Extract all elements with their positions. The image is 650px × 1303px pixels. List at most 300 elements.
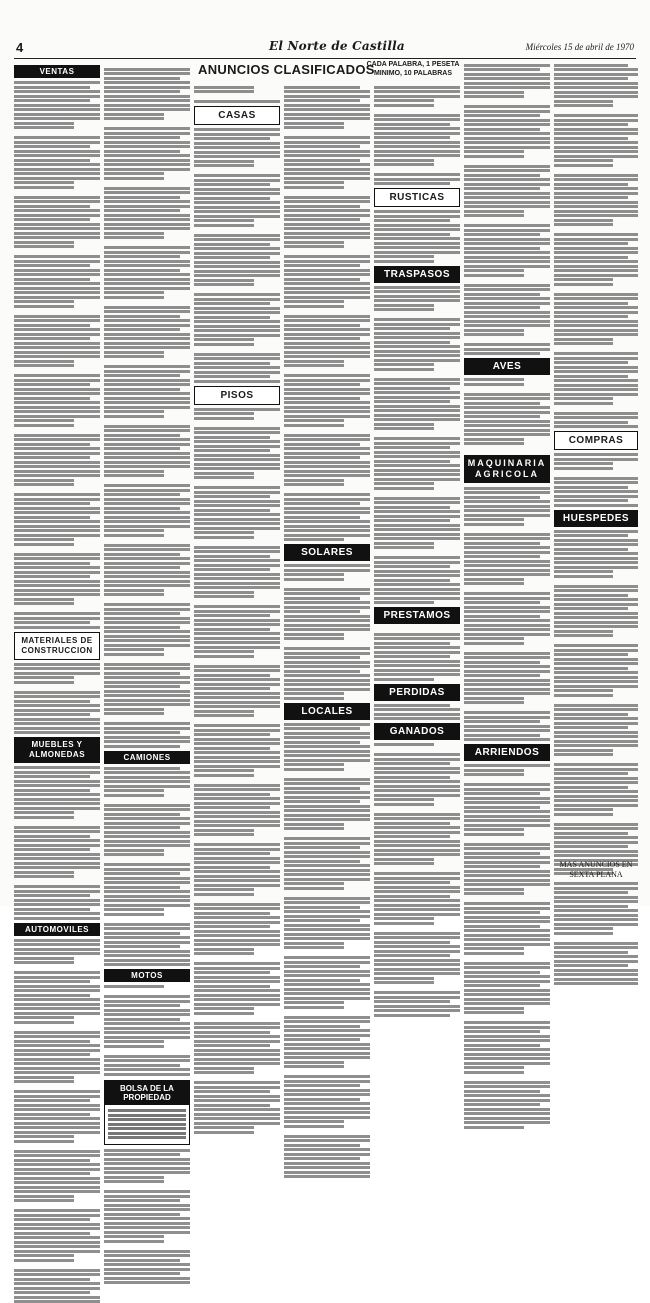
ad-text-line	[284, 108, 370, 111]
ad-text-line	[194, 802, 280, 805]
ad-text-line	[14, 957, 74, 960]
ad-text-line	[554, 150, 638, 153]
ad-text-line	[284, 300, 344, 303]
ad-text-line	[374, 372, 460, 376]
ad-text-line	[104, 1277, 190, 1280]
ad-text-line	[284, 452, 370, 455]
ad-text-line	[554, 585, 638, 588]
ad-text-line	[194, 696, 280, 699]
ad-text-line	[374, 748, 460, 752]
ad-text-line	[464, 788, 550, 791]
ad-text-line	[464, 888, 524, 891]
ad-text-line	[194, 555, 270, 558]
ad-text-line	[554, 781, 638, 784]
ad-text-line	[14, 844, 100, 847]
ad-text-line	[14, 557, 100, 560]
ad-text-line	[104, 507, 180, 510]
ad-text-line	[14, 474, 100, 477]
ad-text-line	[194, 540, 280, 544]
ad-text-line	[14, 589, 100, 592]
ad-text-line	[194, 417, 254, 420]
ads-block	[14, 81, 100, 629]
ad-text-line	[14, 830, 100, 833]
ad-text-line	[14, 1035, 100, 1038]
ad-text-line	[374, 570, 460, 573]
ad-text-line	[194, 192, 280, 195]
ad-text-line	[374, 780, 460, 783]
ad-text-line	[464, 320, 550, 323]
ad-text-line	[104, 236, 164, 239]
ad-text-line	[554, 534, 628, 537]
ad-text-line	[284, 383, 360, 386]
ad-text-line	[194, 866, 270, 869]
ad-text-line	[194, 454, 280, 457]
ad-text-line	[14, 218, 90, 221]
ad-text-line	[554, 375, 628, 378]
ad-text-line	[104, 1167, 190, 1170]
ad-text-line	[14, 250, 100, 254]
ad-text-line	[554, 845, 628, 848]
ad-text-line	[464, 284, 550, 287]
ad-text-line	[284, 99, 360, 102]
ad-text-line	[284, 864, 370, 867]
ads-block	[554, 453, 638, 507]
ad-text-line	[14, 401, 100, 404]
ad-text-line	[284, 434, 370, 437]
ad-text-line	[464, 569, 550, 572]
ad-text-line	[374, 904, 460, 907]
ad-text-line	[14, 154, 100, 157]
ad-text-line	[284, 154, 370, 157]
ad-text-line	[374, 210, 460, 213]
ad-text-line	[194, 279, 254, 282]
ad-text-line	[104, 767, 180, 770]
ad-text-line	[104, 1059, 190, 1062]
page-number: 4	[16, 40, 23, 55]
ad-text-line	[464, 865, 540, 868]
ad-text-line	[14, 766, 100, 769]
ad-text-line	[554, 717, 638, 720]
ads-block	[374, 210, 460, 263]
ad-text-line	[104, 351, 164, 354]
ad-text-line	[464, 778, 550, 782]
ad-text-line	[464, 883, 550, 886]
ad-text-line	[104, 397, 190, 400]
ad-text-line	[104, 1217, 190, 1220]
ad-text-line	[374, 789, 460, 792]
ad-text-line	[554, 233, 638, 236]
ad-text-line	[194, 637, 280, 640]
ad-text-line	[374, 182, 450, 185]
ad-text-line	[194, 1113, 280, 1116]
ad-text-line	[14, 1186, 100, 1189]
ad-text-line	[104, 218, 190, 221]
ad-text-line	[284, 787, 360, 790]
ad-text-line	[554, 251, 638, 254]
ad-text-line	[464, 533, 550, 536]
ad-text-line	[554, 612, 638, 615]
ad-text-line	[14, 727, 100, 730]
ad-text-line	[374, 418, 460, 421]
ad-text-line	[374, 651, 460, 654]
ad-text-line	[194, 522, 280, 525]
ad-text-line	[554, 740, 638, 743]
ad-text-line	[14, 1269, 100, 1272]
ad-text-line	[464, 920, 550, 923]
ad-text-line	[104, 264, 190, 267]
ad-text-line	[464, 183, 550, 186]
ad-text-line	[554, 104, 613, 107]
ad-text-line	[554, 735, 638, 738]
ad-text-line	[14, 493, 100, 496]
ad-text-line	[14, 196, 100, 199]
ad-text-line	[554, 909, 638, 912]
ad-text-line	[284, 656, 360, 659]
ad-text-line	[104, 461, 190, 464]
ad-text-line	[464, 810, 550, 813]
ad-text-line	[104, 544, 190, 547]
ad-text-line	[284, 1029, 370, 1032]
ad-text-line	[104, 727, 190, 730]
ad-text-line	[554, 969, 638, 972]
ad-text-line	[194, 1104, 270, 1107]
ad-text-line	[14, 1144, 100, 1148]
ad-text-line	[374, 446, 450, 449]
ad-text-line	[284, 1139, 370, 1142]
ads-block	[464, 487, 550, 742]
bolsa-text	[105, 1105, 189, 1144]
ad-text-line	[464, 424, 550, 427]
ad-text-line	[194, 729, 280, 732]
ad-text-line	[14, 410, 100, 413]
ad-text-line	[284, 428, 370, 432]
ad-text-line	[14, 333, 100, 336]
ad-text-line	[374, 646, 460, 649]
ad-text-line	[554, 109, 638, 113]
ad-text-line	[374, 826, 460, 829]
ad-text-line	[284, 946, 344, 949]
ad-text-line	[374, 178, 460, 181]
ad-text-line	[104, 1263, 190, 1266]
ad-text-line	[284, 615, 370, 618]
ad-text-line	[194, 1095, 280, 1098]
ad-text-line	[554, 453, 638, 456]
ad-text-line	[194, 897, 280, 901]
ad-text-line	[284, 315, 370, 318]
ad-text-line	[14, 1131, 100, 1134]
ad-text-line	[194, 436, 270, 439]
ad-text-line	[374, 858, 434, 861]
ad-text-line	[464, 311, 550, 314]
ad-text-line	[554, 155, 638, 158]
ad-text-line	[374, 154, 460, 157]
ad-text-line	[284, 832, 370, 836]
ad-text-line	[554, 772, 628, 775]
ad-text-line	[14, 663, 100, 666]
ad-text-line	[284, 1089, 370, 1092]
ad-text-line	[374, 299, 460, 302]
ad-text-line	[554, 914, 638, 917]
ad-text-line	[14, 871, 74, 874]
ad-text-line	[194, 347, 280, 351]
ad-text-line	[464, 210, 524, 213]
ad-text-line	[464, 260, 550, 263]
ad-text-line	[14, 260, 100, 263]
ads-block	[14, 939, 100, 1303]
ad-text-line	[14, 607, 100, 611]
ad-text-line	[14, 1062, 100, 1065]
ad-text-line	[194, 518, 280, 521]
ad-text-line	[464, 1075, 550, 1079]
ad-text-line	[284, 891, 370, 895]
ad-text-line	[14, 346, 100, 349]
ads-block	[284, 564, 370, 700]
ad-text-line	[284, 915, 370, 918]
ad-text-line	[104, 985, 164, 988]
ad-text-line	[14, 516, 90, 519]
ads-block	[374, 286, 460, 605]
ad-text-line	[374, 771, 460, 774]
ad-text-line	[374, 246, 460, 249]
ad-text-line	[554, 219, 613, 222]
ad-text-line	[194, 884, 280, 887]
ad-text-line	[104, 603, 190, 606]
ad-text-line	[194, 714, 254, 717]
ad-text-line	[464, 288, 550, 291]
section-locales: LOCALES	[284, 703, 370, 720]
section-pisos: PISOS	[194, 386, 280, 405]
ad-text-line	[194, 234, 280, 237]
ad-text-line	[284, 782, 370, 785]
ad-text-line	[194, 1031, 270, 1034]
ad-text-line	[464, 725, 550, 728]
ad-text-line	[104, 154, 190, 157]
ad-text-line	[104, 639, 190, 642]
ad-text-line	[464, 105, 550, 108]
ad-text-line	[104, 296, 164, 299]
ad-text-line	[104, 1000, 190, 1003]
ad-text-line	[14, 575, 90, 578]
section-bolsa: BOLSA DE LA PROPIEDAD	[105, 1081, 189, 1105]
ad-text-line	[284, 619, 370, 622]
ad-text-line	[374, 533, 460, 536]
ad-text-line	[464, 201, 550, 204]
ad-text-line	[554, 119, 638, 122]
ad-text-line	[554, 379, 638, 382]
ad-text-line	[14, 428, 100, 432]
ad-text-line	[464, 141, 550, 144]
ad-text-line	[14, 529, 100, 532]
ad-text-line	[374, 862, 434, 865]
ad-text-line	[374, 405, 460, 408]
ad-text-line	[104, 895, 190, 898]
ad-text-line	[104, 328, 180, 331]
ad-text-line	[14, 612, 100, 615]
ad-text-line	[554, 817, 638, 821]
ad-text-line	[194, 705, 280, 708]
ad-text-line	[194, 550, 280, 553]
ad-text-line	[104, 1171, 190, 1174]
ad-text-line	[464, 302, 550, 305]
ad-text-line	[464, 843, 550, 846]
ad-text-line	[104, 899, 190, 902]
ad-text-line	[194, 311, 280, 314]
ad-text-line	[554, 900, 638, 903]
ad-text-line	[554, 329, 638, 332]
ad-text-line	[374, 341, 450, 344]
ad-text-line	[284, 287, 370, 290]
ad-text-line	[14, 1076, 74, 1079]
ad-text-line	[104, 438, 190, 441]
ad-text-line	[554, 393, 638, 396]
ad-text-line	[194, 362, 270, 365]
ad-text-line	[284, 1016, 370, 1019]
ad-text-line	[464, 233, 540, 236]
ad-text-line	[14, 309, 100, 313]
ad-text-line	[554, 495, 638, 498]
ad-text-line	[374, 290, 460, 293]
ad-text-line	[554, 552, 638, 555]
ad-text-line	[104, 205, 190, 208]
ad-text-line	[464, 1126, 524, 1129]
ad-text-line	[284, 1080, 370, 1083]
ad-text-line	[554, 887, 638, 890]
ad-text-line	[284, 910, 370, 913]
ad-text-line	[554, 598, 638, 601]
ad-text-line	[464, 1062, 550, 1065]
ad-text-line	[284, 1043, 370, 1046]
ad-text-line	[284, 319, 370, 322]
ad-text-line	[554, 978, 638, 981]
ad-text-line	[104, 136, 180, 139]
ad-text-line	[554, 91, 638, 94]
ad-text-line	[194, 591, 254, 594]
ad-text-line	[14, 364, 74, 367]
ad-text-line	[104, 159, 190, 162]
ad-text-line	[14, 903, 100, 906]
ad-text-line	[104, 945, 180, 948]
ad-text-line	[464, 856, 550, 859]
ad-text-line	[14, 704, 100, 707]
ad-text-line	[194, 692, 280, 695]
ad-text-line	[194, 797, 280, 800]
ad-text-line	[14, 1245, 100, 1248]
ad-text-line	[374, 785, 460, 788]
ad-text-line	[284, 796, 370, 799]
ad-text-line	[464, 797, 550, 800]
ad-text-line	[14, 1090, 100, 1093]
ad-text-line	[104, 209, 180, 212]
ad-text-line	[464, 578, 524, 581]
ad-text-line	[14, 1021, 74, 1024]
ad-text-line	[464, 196, 550, 199]
ad-text-line	[374, 168, 460, 172]
ad-text-line	[104, 1272, 180, 1275]
ad-text-line	[194, 412, 254, 415]
ad-text-line	[374, 546, 434, 549]
ad-text-line	[284, 661, 370, 664]
ad-text-line	[284, 606, 370, 609]
ad-text-line	[554, 174, 638, 177]
ad-text-line	[374, 215, 460, 218]
ad-text-line	[14, 948, 100, 951]
ad-text-line	[284, 1052, 370, 1055]
ad-text-line	[554, 247, 638, 250]
ad-text-line	[554, 287, 638, 291]
ad-text-line	[104, 831, 190, 834]
ad-text-line	[14, 731, 100, 734]
ad-text-line	[14, 994, 90, 997]
ad-text-line	[284, 988, 370, 991]
ad-text-line	[554, 384, 638, 387]
ad-text-line	[14, 775, 90, 778]
ad-text-line	[374, 579, 450, 582]
ad-text-line	[284, 970, 370, 973]
section-aves: AVES	[464, 358, 550, 375]
ad-text-line	[284, 364, 344, 367]
ad-text-line	[554, 896, 638, 899]
ad-text-line	[554, 936, 638, 940]
ad-text-line	[284, 897, 370, 900]
ad-text-line	[284, 117, 370, 120]
ad-text-line	[104, 511, 190, 514]
ad-text-line	[374, 936, 460, 939]
ad-text-line	[104, 872, 180, 875]
ad-text-line	[14, 1154, 100, 1157]
ad-text-line	[554, 256, 628, 259]
ad-text-line	[374, 922, 434, 925]
ad-text-line	[464, 601, 540, 604]
ad-text-line	[14, 853, 100, 856]
ad-text-line	[104, 548, 190, 551]
ad-text-line	[284, 168, 370, 171]
ad-text-line	[104, 456, 190, 459]
ad-text-line	[374, 853, 460, 856]
ad-text-line	[14, 397, 90, 400]
ad-text-line	[284, 534, 370, 537]
ad-text-line	[284, 1084, 360, 1087]
ad-text-line	[464, 150, 524, 153]
ad-text-line	[194, 380, 280, 383]
ad-text-line	[14, 839, 100, 842]
ad-text-line	[14, 342, 100, 345]
ad-text-line	[14, 95, 100, 98]
ad-text-line	[284, 670, 360, 673]
ad-text-line	[554, 412, 638, 415]
ad-text-line	[104, 708, 164, 711]
ad-text-line	[374, 551, 460, 555]
ad-text-line	[14, 1168, 100, 1171]
ad-text-line	[194, 197, 270, 200]
ad-text-line	[104, 644, 190, 647]
ad-text-line	[14, 483, 74, 486]
ad-text-line	[104, 881, 190, 884]
ad-text-line	[14, 1181, 100, 1184]
column-3	[194, 84, 280, 902]
ad-text-line	[104, 950, 190, 953]
ad-text-line	[194, 655, 254, 658]
ad-text-line	[104, 663, 190, 666]
ad-text-line	[464, 642, 524, 645]
ad-text-line	[14, 543, 74, 546]
ad-text-line	[464, 729, 550, 732]
ad-text-line	[104, 736, 190, 739]
ad-text-line	[14, 305, 74, 308]
ad-text-line	[554, 964, 628, 967]
ad-text-line	[104, 685, 180, 688]
ad-text-line	[284, 723, 370, 726]
ad-text-line	[464, 1039, 550, 1042]
